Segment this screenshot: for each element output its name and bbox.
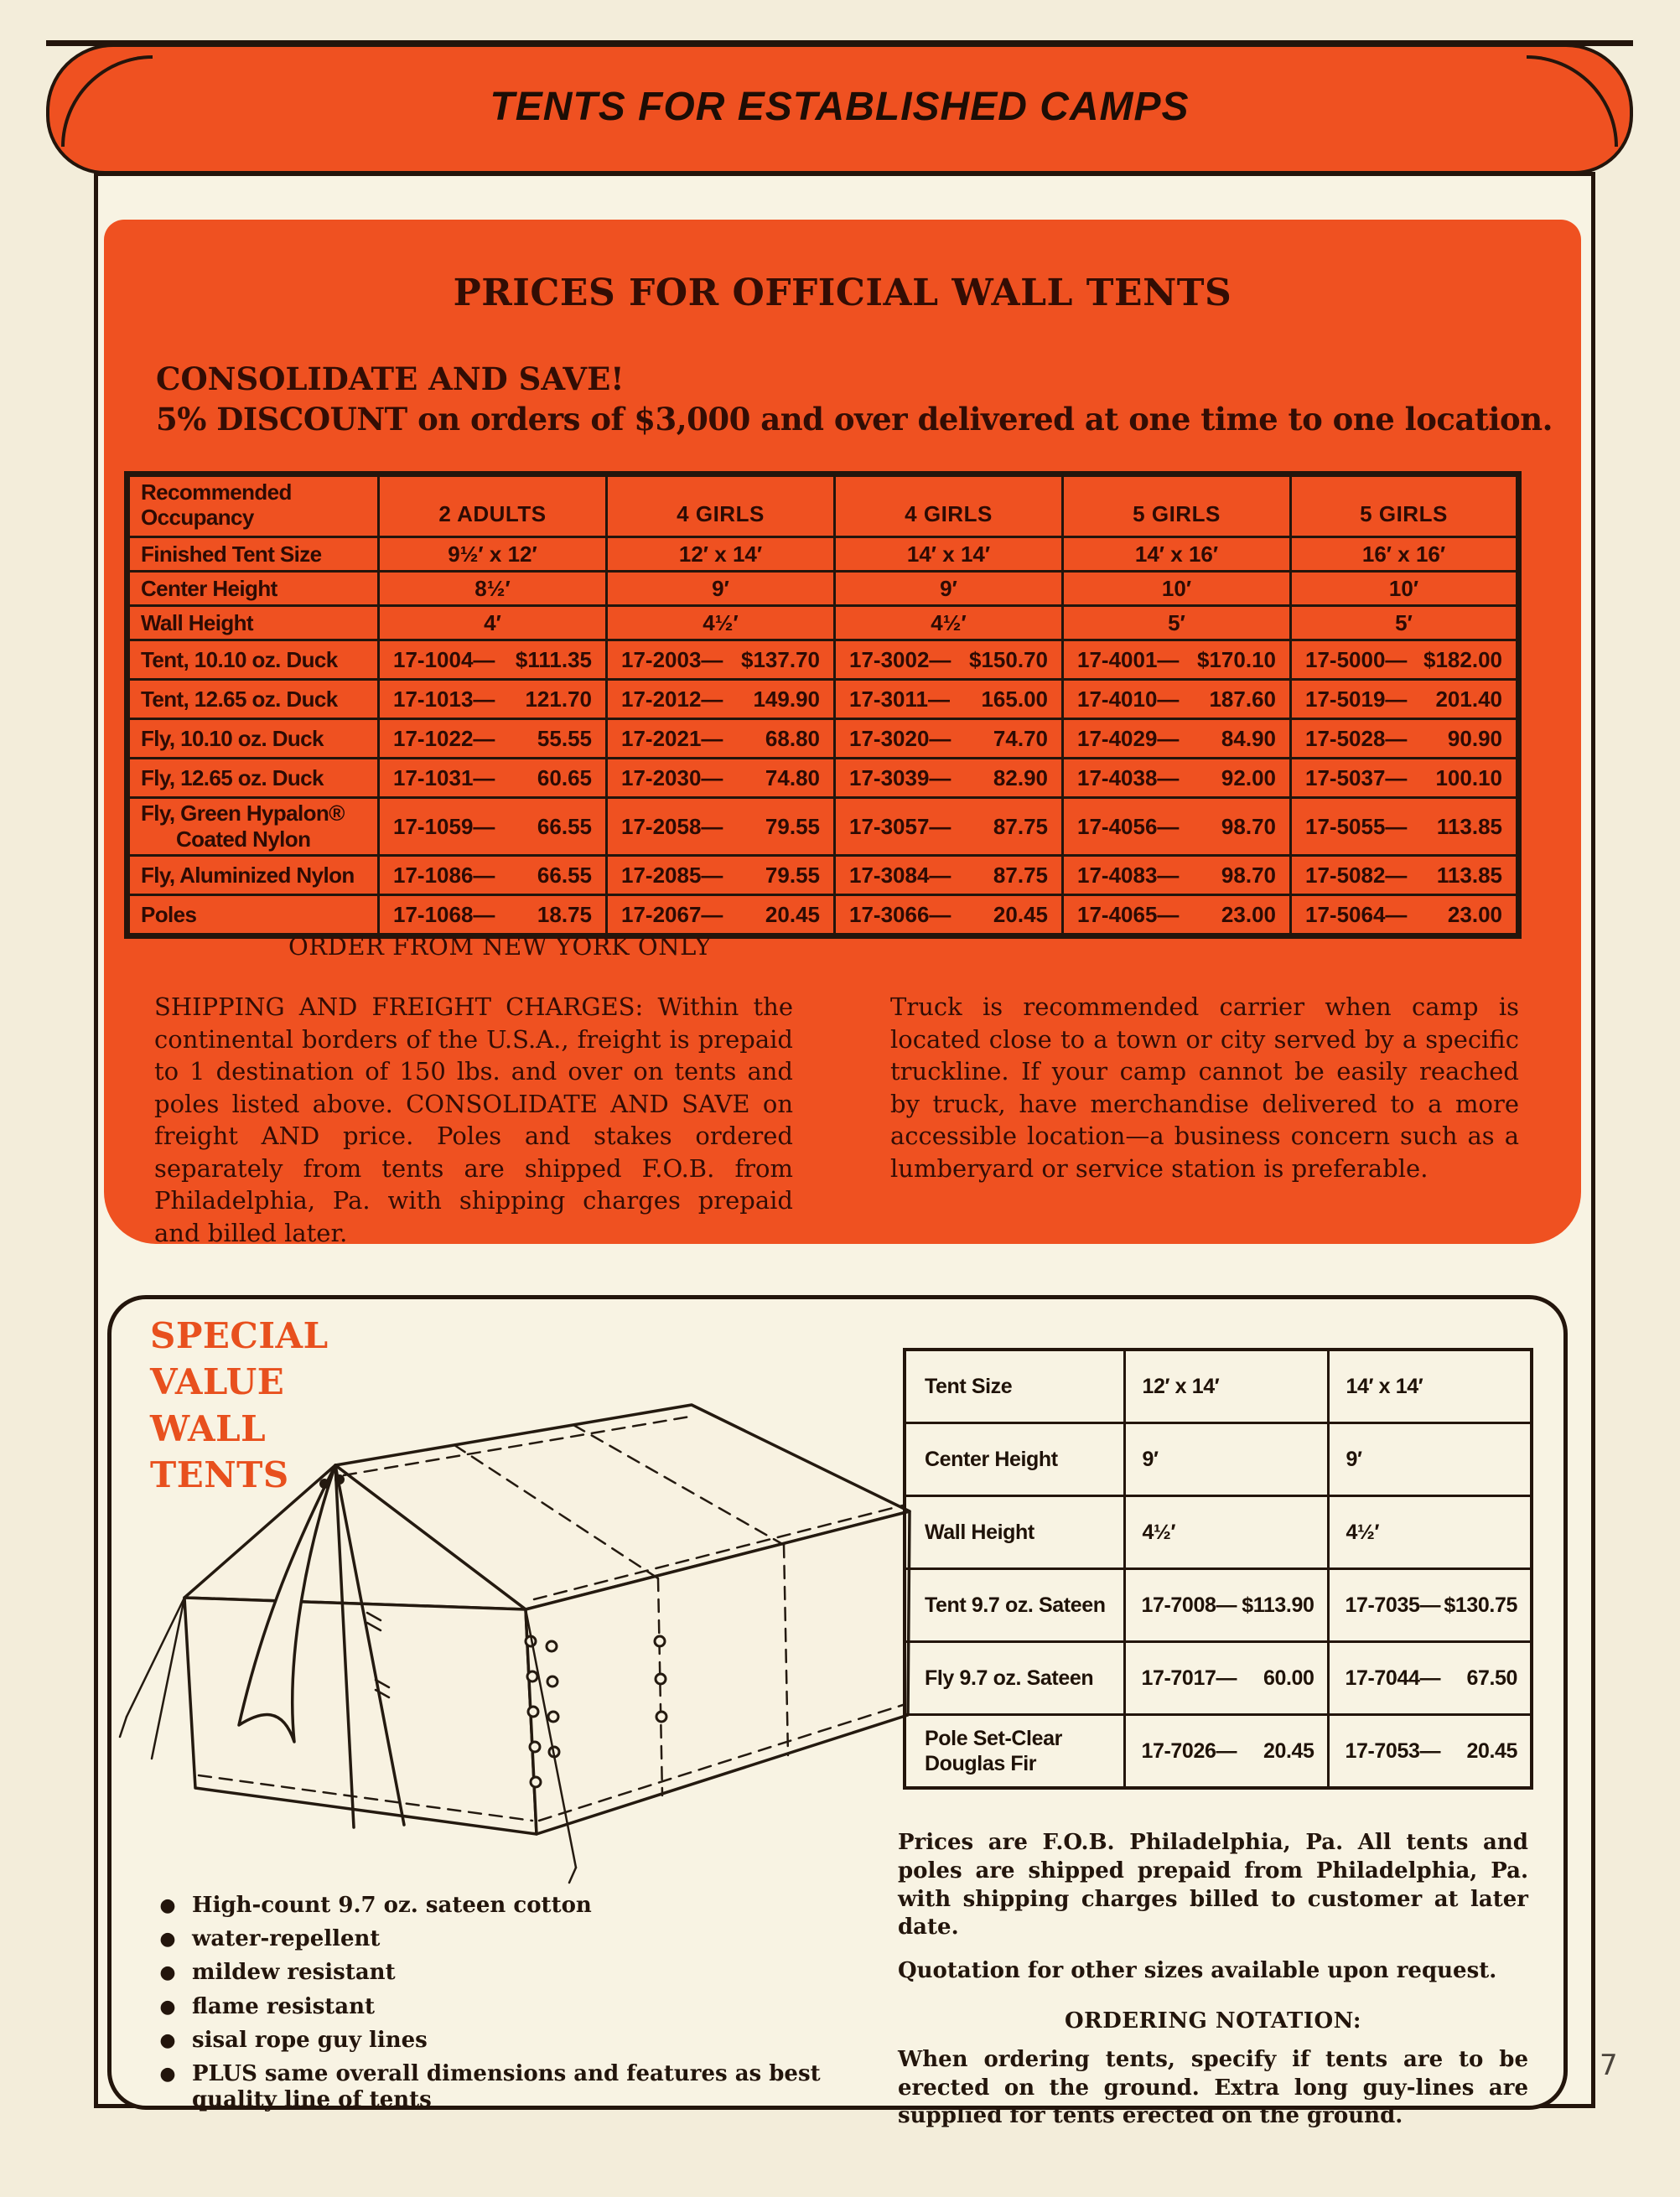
- page-title: TENTS FOR ESTABLISHED CAMPS: [490, 84, 1190, 129]
- quotation-line: Quotation for other sizes available upon request.: [898, 1958, 1497, 1984]
- table-row: Finished Tent Size 9½′ x 12′ 12′ x 14′ 14′ x 14′ 14′ x 16′ 16′ x 16′: [127, 537, 1519, 572]
- table-row: Wall Height 4′ 4½′ 4½′ 5′ 5′: [127, 606, 1519, 640]
- table-row: Fly 9.7 oz. Sateen 17-7017— 60.00 17-7044— 67.50: [905, 1642, 1532, 1715]
- prices-table: [124, 471, 1522, 939]
- list-item: ● PLUS same overall dimensions and features as best quality line of tents: [143, 2061, 864, 2113]
- banner-body: [46, 44, 1633, 174]
- table-row: Fly, Green Hypalon® Coated Nylon 17-1059— 66.55 17-2058— 79.55 17-3057— 87.75 17-4056— 98.70 17-5055— 113.85: [127, 798, 1519, 856]
- table-row: Center Height 9′ 9′: [905, 1423, 1532, 1496]
- list-item: ● High-count 9.7 oz. sateen cotton: [143, 1893, 864, 1919]
- ordering-notation-heading: ORDERING NOTATION:: [1064, 2008, 1362, 2034]
- list-item: ● flame resistant: [143, 1994, 864, 2020]
- table-row: Fly, 12.65 oz. Duck 17-1031— 60.65 17-2030— 74.80 17-3039— 82.90 17-4038— 92.00 17-5037— 100.10: [127, 759, 1519, 798]
- banner: [46, 40, 1633, 174]
- table-row: Center Height 8½′ 9′ 9′ 10′ 10′: [127, 572, 1519, 606]
- truck-paragraph: Truck is recommended carrier when camp is located close to a town or city served by a specific truckline. If your camp cannot be easily reached by truck, have merchandise delivered to a more accessible location—a business concern such as a lumberyard or service station is preferable.: [890, 992, 1519, 1183]
- table-row: Pole Set-Clear Douglas Fir 17-7026— 20.45 17-7053— 20.45: [905, 1715, 1532, 1789]
- bullet-icon: ●: [159, 1961, 176, 1984]
- table-row: Tent, 12.65 oz. Duck 17-1013— 121.70 17-2012— 149.90 17-3011— 165.00 17-4010— 187.60 17-5019— 201.40: [127, 680, 1519, 719]
- bullet-icon: ●: [159, 1894, 176, 1916]
- list-item: ● sisal rope guy lines: [143, 2028, 864, 2054]
- prices-panel: [104, 220, 1581, 1247]
- bullet-icon: ●: [159, 2062, 176, 2085]
- shipping-paragraph: SHIPPING AND FREIGHT CHARGES: Within the continental borders of the U.S.A., freight is prepaid to 1 destination of 150 lbs. and over on tents and poles listed above. CONSOLIDATE AND SAVE on freight AND price. Poles and stakes ordered separately from tents are shipped F.O.B. from Philadelphia, Pa. with shipping charges prepaid and billed later.: [154, 992, 793, 1247]
- ordering-info-column: [898, 1829, 1528, 2146]
- fob-paragraph: Prices are F.O.B. Philadelphia, Pa. All tents and poles are shipped prepaid from Philadelphia, Pa. with shipping charges billed to customer at later date.: [898, 1830, 1528, 1941]
- table-row: Fly, Aluminized Nylon 17-1086— 66.55 17-2085— 79.55 17-3084— 87.75 17-4083— 98.70 17-5082— 113.85: [127, 856, 1519, 895]
- table-row: Wall Height 4½′ 4½′: [905, 1496, 1532, 1569]
- special-value-panel: [107, 1295, 1568, 2129]
- bullet-icon: ●: [159, 2029, 176, 2051]
- order-note: ORDER FROM NEW YORK ONLY: [288, 932, 712, 961]
- ordering-notation-paragraph: When ordering tents, specify if tents are to be erected on the ground. Extra long guy-lines are supplied for tents erected on the ground.: [898, 2046, 1528, 2129]
- table-row: Tent 9.7 oz. Sateen 17-7008— $113.90 17-7035— $130.75: [905, 1569, 1532, 1642]
- promo-heading: CONSOLIDATE AND SAVE!: [156, 360, 625, 397]
- discount-line: 5% DISCOUNT on orders of $3,000 and over delivered at one time to one location.: [156, 401, 1553, 438]
- wall-tent-illustration: [113, 1365, 931, 1884]
- table-row: Tent Size 12′ x 14′ 14′ x 14′: [905, 1350, 1532, 1423]
- table-row: Fly, 10.10 oz. Duck 17-1022— 55.55 17-2021— 68.80 17-3020— 74.70 17-4029— 84.90 17-5028— 90.90: [127, 719, 1519, 759]
- bullet-icon: ●: [159, 1928, 176, 1951]
- table-header-row: Recommended Occupancy 2 ADULTS 4 GIRLS 4 GIRLS 5 GIRLS 5 GIRLS: [127, 474, 1519, 537]
- bullet-icon: ●: [159, 1995, 176, 2018]
- table-row: Poles 17-1068— 18.75 17-2067— 20.45 17-3066— 20.45 17-4065— 23.00 17-5064— 23.00: [127, 895, 1519, 936]
- prices-panel-title: PRICES FOR OFFICIAL WALL TENTS: [453, 272, 1232, 314]
- table-row: Tent, 10.10 oz. Duck 17-1004— $111.35 17-2003— $137.70 17-3002— $150.70 17-4001— $170.10 17-5000— $182.00: [127, 640, 1519, 680]
- special-value-heading: SPECIAL VALUE WALL TENTS: [150, 1315, 329, 1496]
- special-value-table: [903, 1348, 1533, 1790]
- list-item: ● water-repellent: [143, 1926, 864, 1952]
- list-item: ● mildew resistant: [143, 1960, 864, 1986]
- page-number: 7: [1600, 2049, 1618, 2082]
- features-list: [143, 1893, 864, 2121]
